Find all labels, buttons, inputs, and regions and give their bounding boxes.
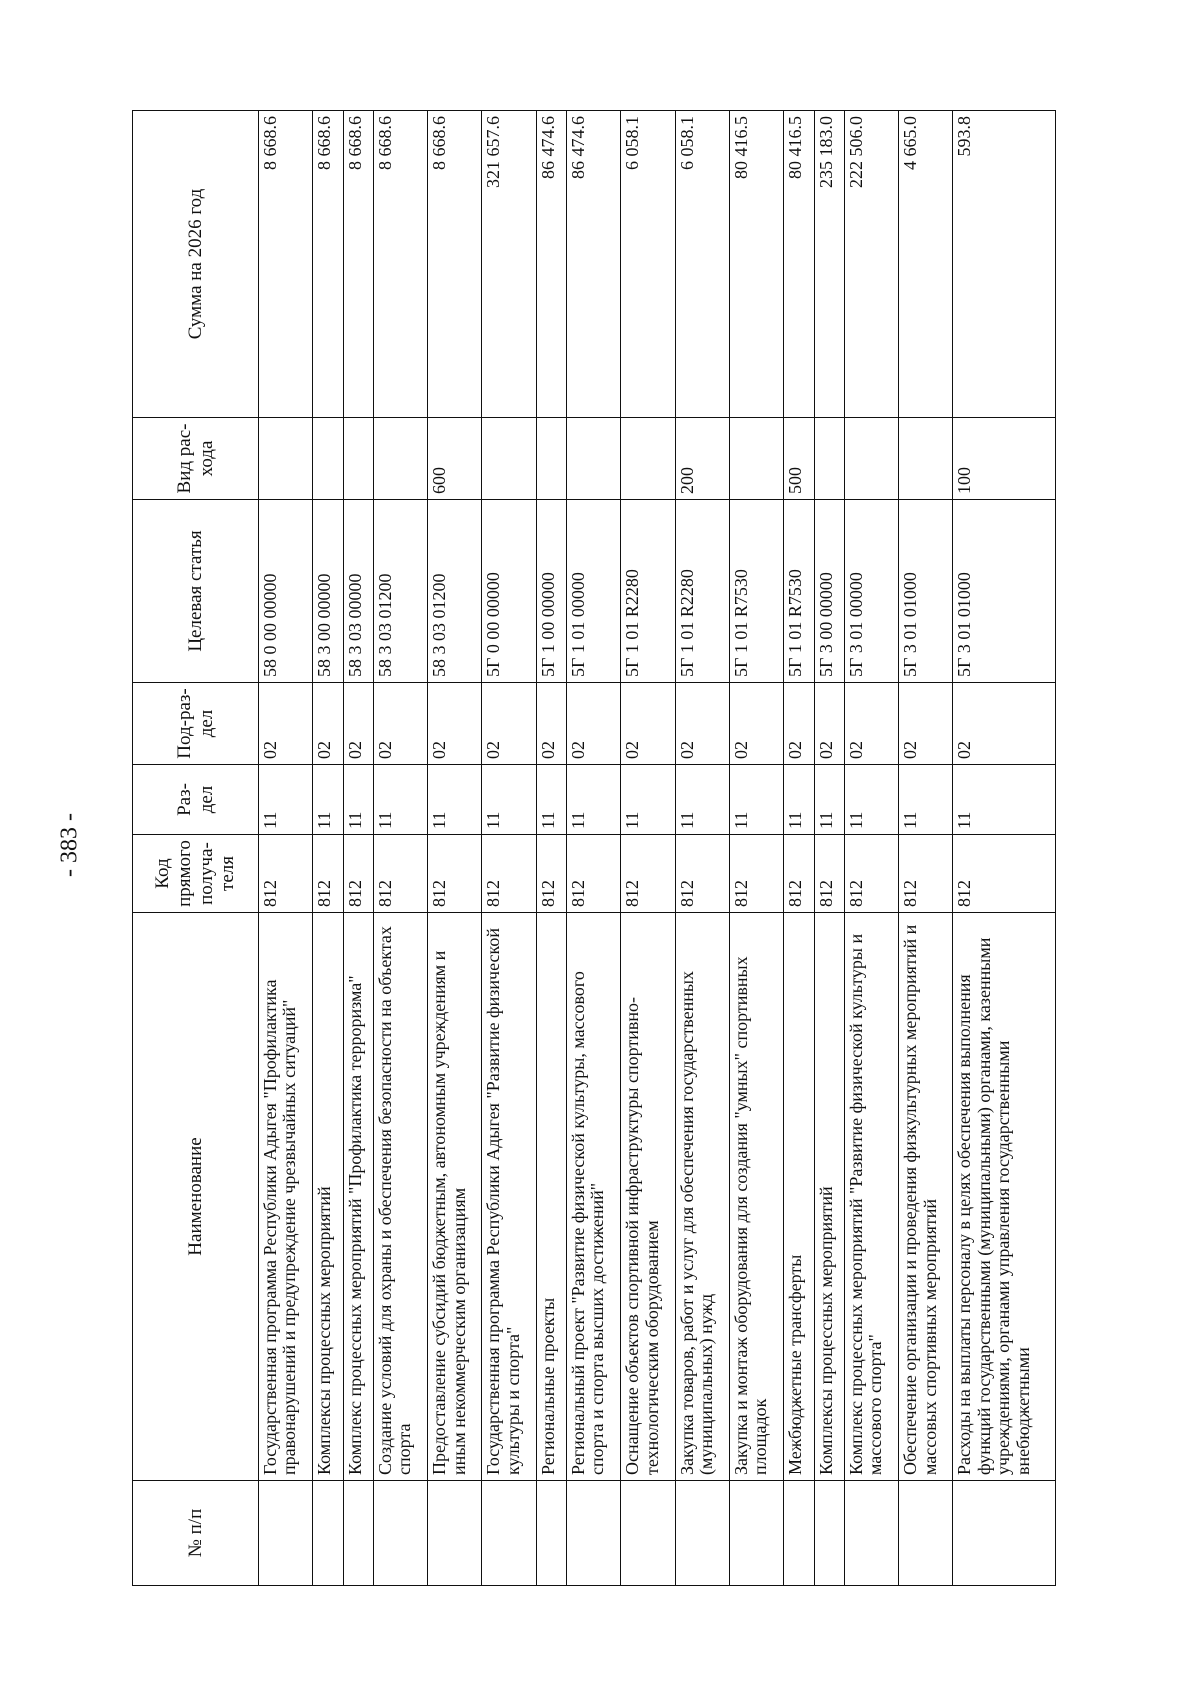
- table-row: [536, 111, 566, 1586]
- name-cell: Региональный проект "Развитие физической культуры, массового спорта и спорта высших достижений": [567, 913, 621, 1481]
- name-cell: Закупка товаров, работ и услуг для обеспечения государственных (муниципальных) нужд: [675, 913, 729, 1481]
- name-cell: Региональные проекты: [536, 913, 566, 1481]
- name-cell: Расходы на выплаты персоналу в целях обеспечения выполнения функций государственными (муниципальными) органами, казенными учреждениями, органами управления государственными внебюджетными: [953, 913, 1056, 1481]
- row-number-cell: [259, 1481, 313, 1586]
- target-article-cell: 5Г 3 01 01000: [899, 500, 953, 683]
- sum-cell: 222 506.0: [844, 111, 898, 418]
- expense-type-cell: [373, 418, 427, 500]
- recipient-code-cell: 812: [675, 835, 729, 913]
- table-row: [621, 111, 675, 1586]
- target-article-cell: 5Г 1 01 R7530: [784, 500, 814, 683]
- section-cell: 11: [536, 765, 566, 835]
- subsection-cell: 02: [259, 683, 313, 765]
- row-number-cell: [844, 1481, 898, 1586]
- expense-type-cell: [567, 418, 621, 500]
- sum-cell: 235 183.0: [814, 111, 844, 418]
- budget-table: [132, 110, 1056, 1586]
- table-row: [784, 111, 814, 1586]
- name-cell: Создание условий для охраны и обеспечения безопасности на объектах спорта: [373, 913, 427, 1481]
- sum-cell: 8 668.6: [428, 111, 482, 418]
- expense-type-cell: [259, 418, 313, 500]
- expense-type-cell: 100: [953, 418, 1056, 500]
- target-article-cell: 58 3 03 00000: [343, 500, 373, 683]
- recipient-code-cell: 812: [313, 835, 343, 913]
- section-cell: 11: [313, 765, 343, 835]
- expense-type-cell: 500: [784, 418, 814, 500]
- table-header-row: [133, 111, 259, 1586]
- target-article-cell: 5Г 3 01 00000: [844, 500, 898, 683]
- subsection-cell: 02: [729, 683, 783, 765]
- target-article-cell: 5Г 1 01 00000: [567, 500, 621, 683]
- sum-cell: 4 665.0: [899, 111, 953, 418]
- table-row: [482, 111, 536, 1586]
- table-row: [259, 111, 313, 1586]
- header-sum: Сумма на 2026 год: [133, 111, 259, 418]
- sum-cell: 8 668.6: [313, 111, 343, 418]
- sum-cell: 8 668.6: [373, 111, 427, 418]
- subsection-cell: 02: [899, 683, 953, 765]
- subsection-cell: 02: [343, 683, 373, 765]
- sum-cell: 8 668.6: [343, 111, 373, 418]
- target-article-cell: 58 3 03 01200: [428, 500, 482, 683]
- table-row: [953, 111, 1056, 1586]
- row-number-cell: [567, 1481, 621, 1586]
- recipient-code-cell: 812: [814, 835, 844, 913]
- row-number-cell: [313, 1481, 343, 1586]
- row-number-cell: [428, 1481, 482, 1586]
- header-name: Наименование: [133, 913, 259, 1481]
- recipient-code-cell: 812: [621, 835, 675, 913]
- sum-cell: 6 058.1: [675, 111, 729, 418]
- section-cell: 11: [428, 765, 482, 835]
- subsection-cell: 02: [844, 683, 898, 765]
- row-number-cell: [343, 1481, 373, 1586]
- row-number-cell: [675, 1481, 729, 1586]
- section-cell: 11: [899, 765, 953, 835]
- recipient-code-cell: 812: [536, 835, 566, 913]
- sum-cell: 6 058.1: [621, 111, 675, 418]
- name-cell: Комплексы процессных мероприятий: [814, 913, 844, 1481]
- subsection-cell: 02: [536, 683, 566, 765]
- name-cell: Комплексы процессных мероприятий: [313, 913, 343, 1481]
- recipient-code-cell: 812: [899, 835, 953, 913]
- expense-type-cell: [621, 418, 675, 500]
- name-cell: Обеспечение организации и проведения физкультурных мероприятий и массовых спортивных мероприятий: [899, 913, 953, 1481]
- table-row: [428, 111, 482, 1586]
- section-cell: 11: [343, 765, 373, 835]
- sum-cell: 86 474.6: [567, 111, 621, 418]
- table-row: [729, 111, 783, 1586]
- row-number-cell: [784, 1481, 814, 1586]
- expense-type-cell: [814, 418, 844, 500]
- name-cell: Государственная программа Республики Адыгея "Развитие физической культуры и спорта": [482, 913, 536, 1481]
- recipient-code-cell: 812: [259, 835, 313, 913]
- expense-type-cell: [844, 418, 898, 500]
- expense-type-cell: [482, 418, 536, 500]
- header-expense-type: Вид рас-хода: [133, 418, 259, 500]
- table-row: [899, 111, 953, 1586]
- sum-cell: 321 657.6: [482, 111, 536, 418]
- subsection-cell: 02: [428, 683, 482, 765]
- table-row: [567, 111, 621, 1586]
- target-article-cell: 5Г 3 01 01000: [953, 500, 1056, 683]
- section-cell: 11: [814, 765, 844, 835]
- name-cell: Предоставление субсидий бюджетным, автономным учреждениям и иным некоммерческим организациям: [428, 913, 482, 1481]
- target-article-cell: 5Г 1 01 R2280: [621, 500, 675, 683]
- recipient-code-cell: 812: [428, 835, 482, 913]
- row-number-cell: [814, 1481, 844, 1586]
- section-cell: 11: [567, 765, 621, 835]
- recipient-code-cell: 812: [844, 835, 898, 913]
- target-article-cell: 58 3 00 00000: [313, 500, 343, 683]
- page-number: - 383 -: [56, 813, 83, 877]
- recipient-code-cell: 812: [784, 835, 814, 913]
- target-article-cell: 58 3 03 01200: [373, 500, 427, 683]
- section-cell: 11: [373, 765, 427, 835]
- recipient-code-cell: 812: [567, 835, 621, 913]
- table-row: [313, 111, 343, 1586]
- subsection-cell: 02: [814, 683, 844, 765]
- sum-cell: 8 668.6: [259, 111, 313, 418]
- name-cell: Комплекс процессных мероприятий "Профилактика терроризма": [343, 913, 373, 1481]
- table-row: [343, 111, 373, 1586]
- subsection-cell: 02: [953, 683, 1056, 765]
- table-row: [675, 111, 729, 1586]
- name-cell: Комплекс процессных мероприятий "Развитие физической культуры и массового спорта": [844, 913, 898, 1481]
- name-cell: Государственная программа Республики Адыгея "Профилактика правонарушений и предупреждение чрезвычайных ситуаций": [259, 913, 313, 1481]
- recipient-code-cell: 812: [373, 835, 427, 913]
- expense-type-cell: [343, 418, 373, 500]
- name-cell: Закупка и монтаж оборудования для создания "умных" спортивных площадок: [729, 913, 783, 1481]
- expense-type-cell: [313, 418, 343, 500]
- sum-cell: 80 416.5: [784, 111, 814, 418]
- table-row: [373, 111, 427, 1586]
- expense-type-cell: [899, 418, 953, 500]
- target-article-cell: 58 0 00 00000: [259, 500, 313, 683]
- target-article-cell: 5Г 1 00 00000: [536, 500, 566, 683]
- subsection-cell: 02: [373, 683, 427, 765]
- row-number-cell: [953, 1481, 1056, 1586]
- header-section: Раз-дел: [133, 765, 259, 835]
- recipient-code-cell: 812: [729, 835, 783, 913]
- header-recipient-code: Код прямого получа-теля: [133, 835, 259, 913]
- table-body: [259, 111, 1056, 1586]
- sum-cell: 80 416.5: [729, 111, 783, 418]
- expense-type-cell: [536, 418, 566, 500]
- subsection-cell: 02: [784, 683, 814, 765]
- section-cell: 11: [482, 765, 536, 835]
- section-cell: 11: [953, 765, 1056, 835]
- subsection-cell: 02: [482, 683, 536, 765]
- subsection-cell: 02: [313, 683, 343, 765]
- row-number-cell: [899, 1481, 953, 1586]
- subsection-cell: 02: [621, 683, 675, 765]
- name-cell: Оснащение объектов спортивной инфраструктуры спортивно-технологическим оборудованием: [621, 913, 675, 1481]
- sum-cell: 593.8: [953, 111, 1056, 418]
- recipient-code-cell: 812: [482, 835, 536, 913]
- section-cell: 11: [675, 765, 729, 835]
- row-number-cell: [536, 1481, 566, 1586]
- expense-type-cell: [729, 418, 783, 500]
- section-cell: 11: [729, 765, 783, 835]
- header-no: № п/п: [133, 1481, 259, 1586]
- row-number-cell: [373, 1481, 427, 1586]
- sum-cell: 86 474.6: [536, 111, 566, 418]
- expense-type-cell: 600: [428, 418, 482, 500]
- table-row: [814, 111, 844, 1586]
- target-article-cell: 5Г 1 01 R7530: [729, 500, 783, 683]
- row-number-cell: [729, 1481, 783, 1586]
- target-article-cell: 5Г 1 01 R2280: [675, 500, 729, 683]
- name-cell: Межбюджетные трансферты: [784, 913, 814, 1481]
- budget-table-rotated: [132, 111, 1056, 1586]
- target-article-cell: 5Г 0 00 00000: [482, 500, 536, 683]
- recipient-code-cell: 812: [343, 835, 373, 913]
- section-cell: 11: [844, 765, 898, 835]
- header-target-article: Целевая статья: [133, 500, 259, 683]
- header-subsection: Под-раз-дел: [133, 683, 259, 765]
- table-row: [844, 111, 898, 1586]
- expense-type-cell: 200: [675, 418, 729, 500]
- section-cell: 11: [259, 765, 313, 835]
- target-article-cell: 5Г 3 00 00000: [814, 500, 844, 683]
- row-number-cell: [482, 1481, 536, 1586]
- section-cell: 11: [621, 765, 675, 835]
- section-cell: 11: [784, 765, 814, 835]
- row-number-cell: [621, 1481, 675, 1586]
- subsection-cell: 02: [567, 683, 621, 765]
- recipient-code-cell: 812: [953, 835, 1056, 913]
- subsection-cell: 02: [675, 683, 729, 765]
